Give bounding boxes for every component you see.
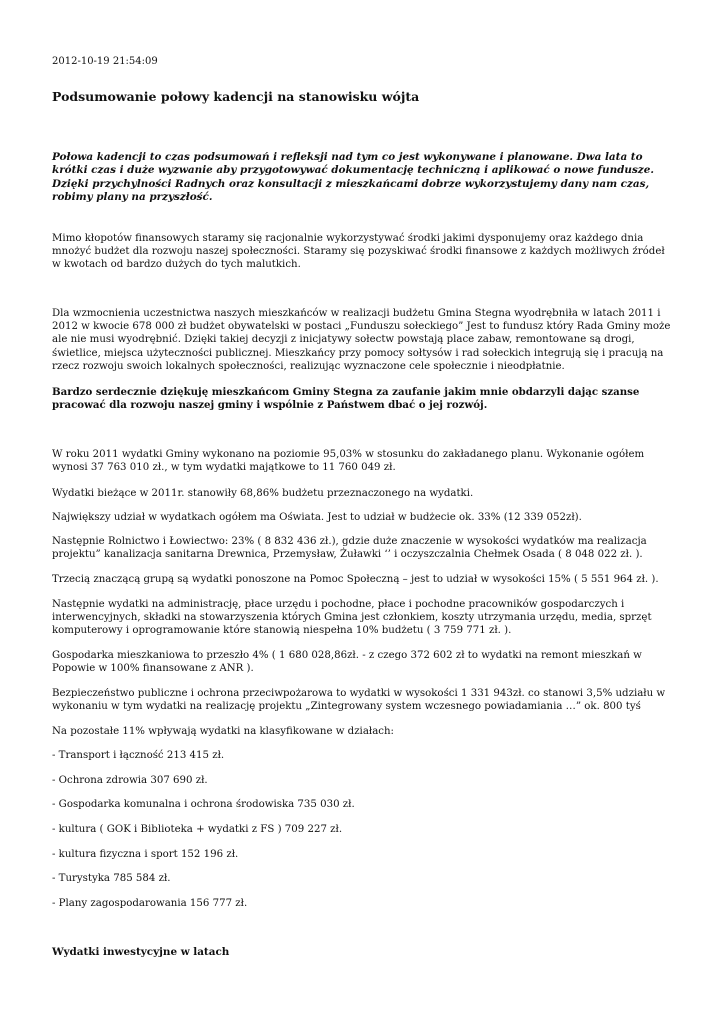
- paragraph-social-aid: Trzecią znaczącą grupą są wydatki ponoszone na Pomoc Społeczną – jest to udział w wysokości 15% ( 5 551 964 zł. ).: [52, 574, 659, 585]
- paragraph-expenditure-2011: W roku 2011 wydatki Gminy wykonano na poziomie 95,03% w stosunku do zakładanego planu. Wykonanie ogółem wynosi 37 763 010 zł., w tym wydatki majątkowe to 11 760 049 zł.: [52, 449, 645, 474]
- lead-paragraph: Połowa kadencji to czas podsumowań i refleksji nad tym co jest wykonywane i planowane. Dwa lata to krótki czas i duże wyzwanie aby przygotowywać dokumentację techniczną i aplikować o nowe fundusze. Dzięki przychylności Radnych oraz konsultacji z mieszkańcami dobrze wykorzystujemy dany nam czas, robimy plany na przyszłość.: [52, 151, 654, 204]
- document-page: [52, 0, 673, 1024]
- publication-datetime: 2012-10-19 21:54:09: [52, 56, 158, 67]
- paragraph-agriculture: Następnie Rolnictwo i Łowiectwo: 23% ( 8 832 436 zł.), gdzie duże znaczenie w wysokości wydatków ma realizacja projektu” kanalizacja sanitarna Drewnica, Przemysław, Żuławki ‘’ i oczyszczalnia Chełmek Osada ( 8 048 022 zł. ).: [52, 536, 647, 561]
- list-item: - Transport i łączność 213 415 zł.: [52, 750, 225, 761]
- list-item: - kultura ( GOK i Biblioteka + wydatki z FS ) 709 227 zł.: [52, 824, 343, 835]
- paragraph-finances: Mimo kłopotów finansowych staramy się racjonalnie wykorzystywać środki jakimi dysponujemy oraz każdego dnia mnożyć budżet dla rozwoju naszej społeczności. Staramy się pozyskiwać środki finansowe z każdych możliwych źródeł w kwotach od bardzo dużych do tych malutkich.: [52, 233, 665, 271]
- paragraph-housing: Gospodarka mieszkaniowa to przeszło 4% ( 1 680 028,86zł. - z czego 372 602 zł to wydatki na remont mieszkań w Popowie w 100% finansowane z ANR ).: [52, 650, 642, 675]
- article-title: Podsumowanie połowy kadencji na stanowisku wójta: [52, 89, 420, 104]
- section-heading-investments: Wydatki inwestycyjne w latach: [52, 946, 230, 958]
- paragraph-public-safety: Bezpieczeństwo publiczne i ochrona przeciwpożarowa to wydatki w wysokości 1 331 943zł. co stanowi 3,5% udziału w wykonaniu w tym wydatki na realizację projektu „Zintegrowany system wczesnego powiadamiania …” ok. 800 tyś: [52, 688, 666, 713]
- paragraph-remaining: Na pozostałe 11% wpływają wydatki na klasyfikowane w działach:: [52, 726, 394, 737]
- paragraph-thanks: Bardzo serdecznie dziękuję mieszkańcom Gminy Stegna za zaufanie jakim mnie obdarzyli dając szanse pracować dla rozwoju naszej gminy i wspólnie z Państwem dbać o jej rozwój.: [52, 386, 640, 412]
- list-item: - Plany zagospodarowania 156 777 zł.: [52, 898, 248, 909]
- paragraph-solecki-fund: Dla wzmocnienia uczestnictwa naszych mieszkańców w realizacji budżetu Gmina Stegna wyodrębniła w latach 2011 i 2012 w kwocie 678 000 zł budżet obywatelski w postaci „Funduszu sołeckiego” Jest to fundusz który Rada Gminy może ale nie musi wyodrębnić. Dzięki takiej decyzji z inicjatywy sołectw powstają place zabaw, remontowane są drogi, świetlice, miejsca użyteczności publicznej. Mieszkańcy przy pomocy sołtysów i rad sołeckich integrują się i pracują na rzecz rozwoju swoich lokalnych społeczności, realizując wyznaczone cele społecznie i nieodpłatnie.: [52, 308, 671, 372]
- list-item: - Gospodarka komunalna i ochrona środowiska 735 030 zł.: [52, 799, 355, 810]
- list-item: - kultura fizyczna i sport 152 196 zł.: [52, 849, 239, 860]
- list-item: - Ochrona zdrowia 307 690 zł.: [52, 775, 208, 786]
- paragraph-current-expenses: Wydatki bieżące w 2011r. stanowiły 68,86% budżetu przeznaczonego na wydatki.: [52, 488, 474, 499]
- list-item: - Turystyka 785 584 zł.: [52, 873, 171, 884]
- paragraph-administration: Następnie wydatki na administrację, płace urzędu i pochodne, płace i pochodne pracowników gospodarczych i interwencyjnych, składki na stowarzyszenia których Gmina jest członkiem, koszty utrzymania urzędu, media, sprzęt komputerowy i oprogramowanie które stanowią niespełna 10% budżetu ( 3 759 771 zł. ).: [52, 599, 652, 637]
- paragraph-education: Największy udział w wydatkach ogółem ma Oświata. Jest to udział w budżecie ok. 33% (12 339 052zł).: [52, 512, 582, 523]
